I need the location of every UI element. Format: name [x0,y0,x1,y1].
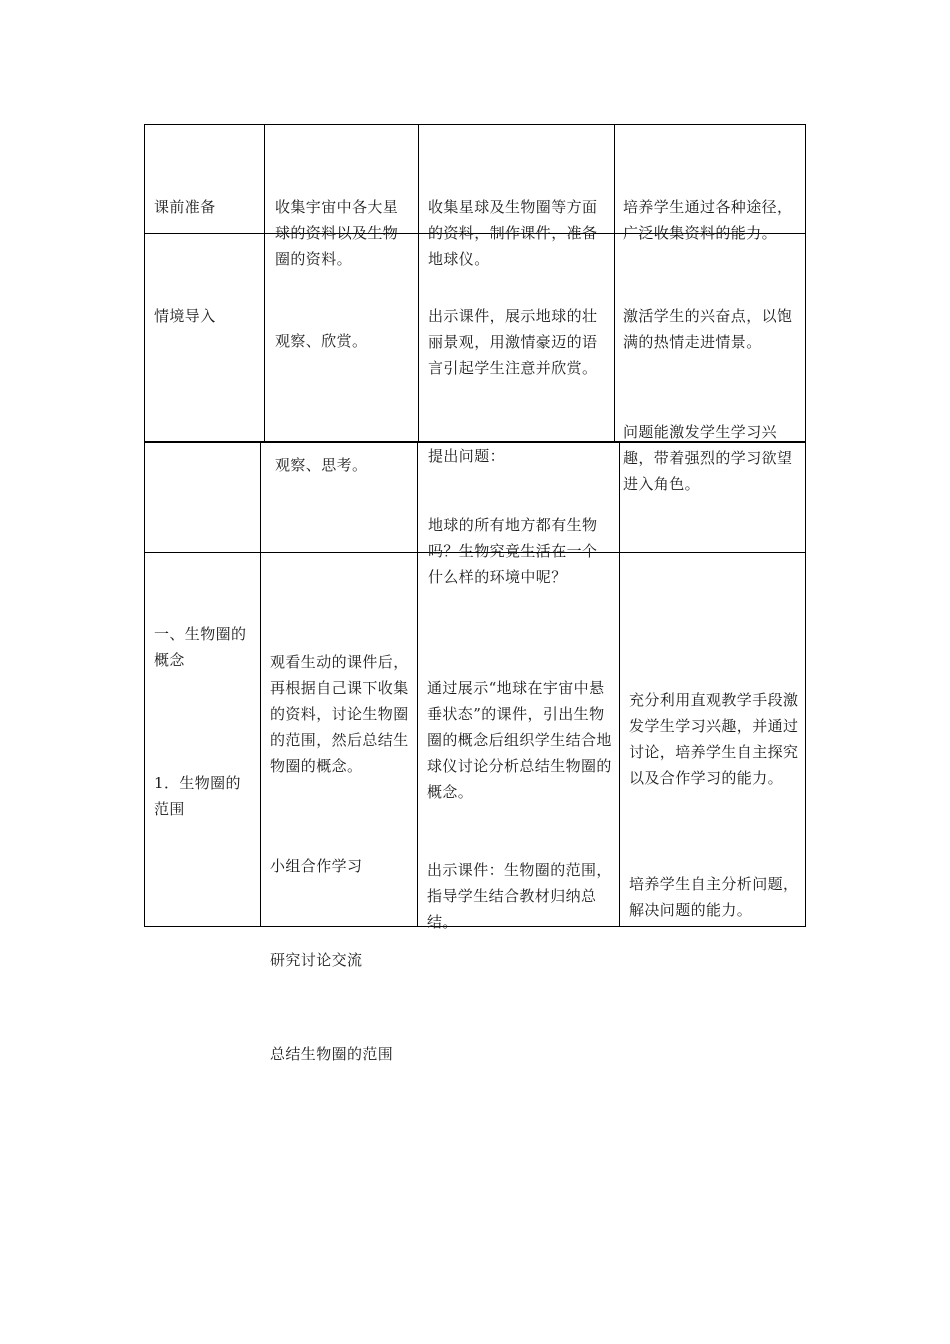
col-divider [417,442,418,927]
stage-label: 一、生物圈的概念 [154,625,247,669]
student-activity-text: 观看生动的课件后，再根据自己课下收集的资料，讨论生物圈的范围，然后总结生物圈的概念。 [270,653,409,775]
row2-intent-cell [623,251,801,549]
teacher-activity-text: 通过展示“地球在宇宙中悬垂状态”的课件，引出生物圈的概念后组织学生结合地球仪讨论分析总结生物圈的概念。 [427,679,612,801]
teacher-activity-text: 地球的所有地方都有生物吗？生物究竟生活在一个什么样的环境中呢？ [428,516,598,586]
design-intent-text: 激活学生的兴奋点，以饱满的热情走进情景。 [623,307,793,351]
row4-teacher-cell-2 [427,805,615,987]
col-divider [260,442,261,927]
row4-intent-cell-2 [629,819,801,975]
teacher-activity-text: 收集星球及生物圈等方面的资料，制作课件，准备地球仪。 [428,198,598,268]
design-intent-text: 培养学生通过各种途径，广泛收集资料的能力。 [623,198,793,242]
student-activity-item: 小组合作学习 [270,857,363,875]
col-divider [614,124,615,442]
design-intent-text: 充分利用直观教学手段激发学生学习兴趣，并通过讨论，培养学生自主探究以及合作学习的能力。 [629,691,799,787]
row2-stage-cell [154,251,258,381]
stage-label: 课前准备 [154,198,216,216]
row3-teacher-cell [428,460,612,642]
teacher-activity-text: 提出问题： [428,447,506,465]
student-activity-item: 总结生物圈的范围 [270,1045,394,1063]
student-activity-text: 观察、思考。 [275,456,368,474]
row4-student-cell [270,597,412,831]
student-activity-item: 研究讨论交流 [270,951,363,969]
student-activity-text: 收集宇宙中各大星球的资料以及生物圈的资料。 [275,198,399,268]
row2-student-cell [275,276,411,406]
table-border-top [144,124,806,125]
row4-intent-cell [629,635,801,843]
col-divider [264,124,265,442]
teacher-activity-text: 出示课件：生物圈的范围，指导学生结合教材归纳总结。 [427,861,612,931]
col-divider [619,442,620,927]
row4-stage-cell-2 [154,718,256,874]
row4-stage-cell [154,569,256,725]
table-border-left [144,124,145,927]
design-intent-text: 培养学生自主分析问题，解决问题的能力。 [629,875,799,919]
stage-label: 情境导入 [154,307,216,325]
col-divider [418,124,419,442]
design-intent-text: 问题能激发学生学习兴趣，带着强烈的学习欲望进入角色。 [623,423,793,493]
row4-student-list [270,801,412,1119]
row2-student-cell-2 [275,400,411,530]
teacher-activity-text: 出示课件，展示地球的壮丽景观，用激情豪迈的语言引起学生注意并欣赏。 [428,307,598,377]
student-activity-text: 观察、欣赏。 [275,332,368,350]
table-border-right [805,124,806,927]
stage-label: 1．生物圈的范围 [154,774,241,818]
